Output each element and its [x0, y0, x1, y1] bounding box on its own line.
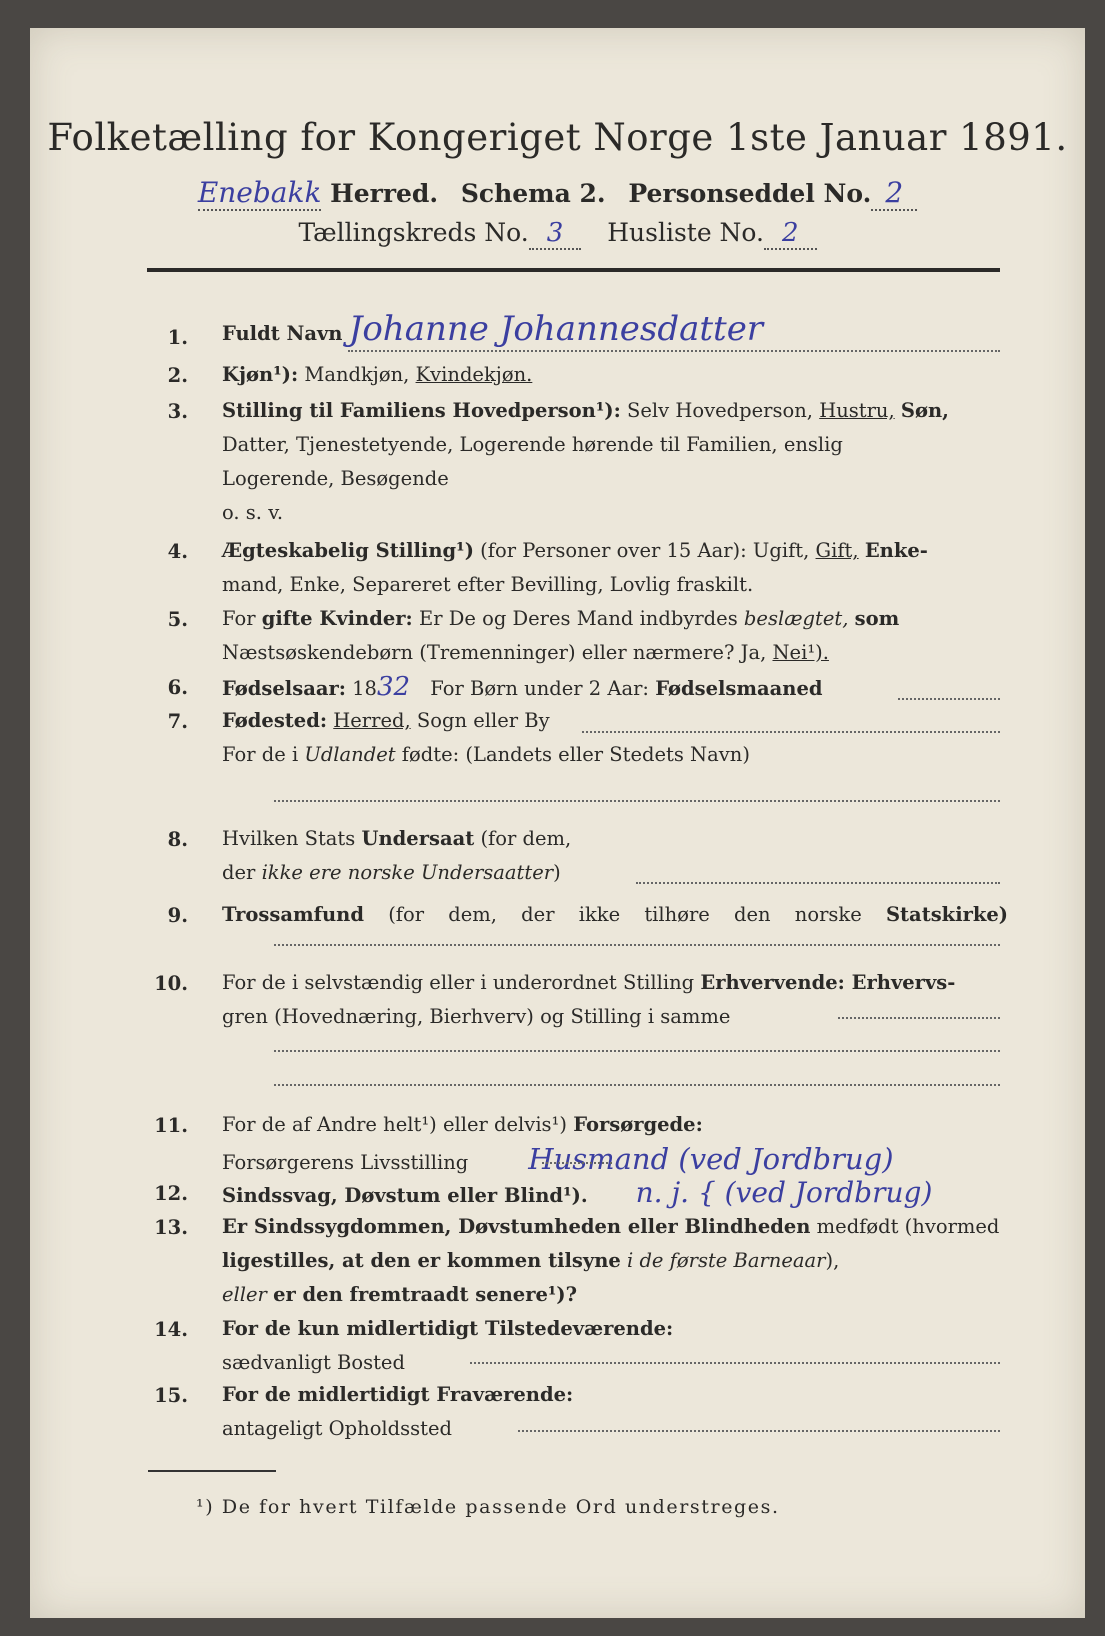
personseddel-label: Personseddel No. [628, 179, 872, 208]
form-title: Folketælling for Kongeriget Norge 1ste Januar 1891. [47, 116, 1068, 159]
taellingskreds-label: Tællingskreds No. [298, 218, 529, 247]
footnote-rule [148, 1470, 276, 1472]
husliste-number: 2 [764, 218, 817, 250]
full-name-handwritten: Johanne Johannesdatter [348, 309, 764, 349]
form-subtitle-2 [30, 218, 1085, 248]
census-form-page: Folketælling for Kongeriget Norge 1ste Januar 1891. Enebakk Herred. Schema 2. Personseddel No. 2 Tællingskreds No. 3 Husliste No. 2 1. Fuldt Navn Johanne Johannesdatter 2. Kjøn¹): Mandkjøn, Kvindekjøn. 3. Stilling til Familiens Hovedperson¹): Selv Hovedperson, Hustru, Søn, Datter, Tjenestetyende, Logerende hørende til Familien, enslig Logerende, Besøgende o. s. v. 4. Ægteskabelig Stilling¹) (for Personer over 15 Aar): Ugift, Gift, Enke- mand, Enke, Separeret efter Bevilling, Lovlig fraskilt. 5. For gifte Kvinder: Er De og Deres Mand indbyrdes beslægtet, som Næstsøskendebørn (Tremenninger) eller nærmere? Ja, Nei¹). 6. Fødselsaar: 1832 For Børn under 2 Aar: Fødselsmaaned 7. Fødested: Herred, Sogn eller By For de i Udlandet fødte: (Landets eller Stedets Navn) 8. Hvilken Stats Undersaat (for dem, der ikke ere norske Undersaatter) 9. Trossamfund (for dem, der ikke tilhøre den norske Statskirke) 10. For de i selvstændig eller i underordnet Stilling Erhvervende: Erhvervs- gren (Hovednæring, Bierhverv) og Stilling i samme 11. For de af Andre helt¹) eller delvis¹) Forsørgede: Forsørgerens Livsstilling Husmand (ved Jordbrug) 12. Sindssvag, Døvstum eller Blind¹). n. j. { (ved Jordbrug) 13. Er Sindssygdommen, Døvstumheden eller Blindheden medfødt (hvormed ligestilles, at den er kommen tilsyne i de første Barneaar), eller er den fremtraadt senere¹)? 14. For de kun midlertidigt Tilstedeværende: sædvanligt Bosted 15. For de midlertidigt Fraværende: antageligt Opholdssted ¹) De for hvert Tilfælde passende Ord understreges. [30, 28, 1085, 1618]
birth-year-handwritten: 32 [376, 672, 411, 702]
taellingskreds-number: 3 [529, 218, 582, 250]
header-rule [147, 268, 1000, 272]
schema-label: Schema 2. [460, 179, 606, 208]
footnote: ¹) De for hvert Tilfælde passende Ord understreges. [196, 1496, 780, 1518]
kvindekjon-underlined: Kvindekjøn. [415, 363, 533, 386]
provider-occupation-handwritten: Husmand (ved Jordbrug) [528, 1142, 894, 1176]
disability-handwritten: n. j. { (ved Jordbrug) [635, 1176, 933, 1209]
personseddel-number: 2 [871, 176, 917, 211]
herred-label: Herred. [330, 179, 439, 208]
form-subtitle [30, 176, 1085, 209]
herred-handwritten: Enebakk [197, 176, 322, 209]
husliste-label: Husliste No. [607, 218, 764, 247]
